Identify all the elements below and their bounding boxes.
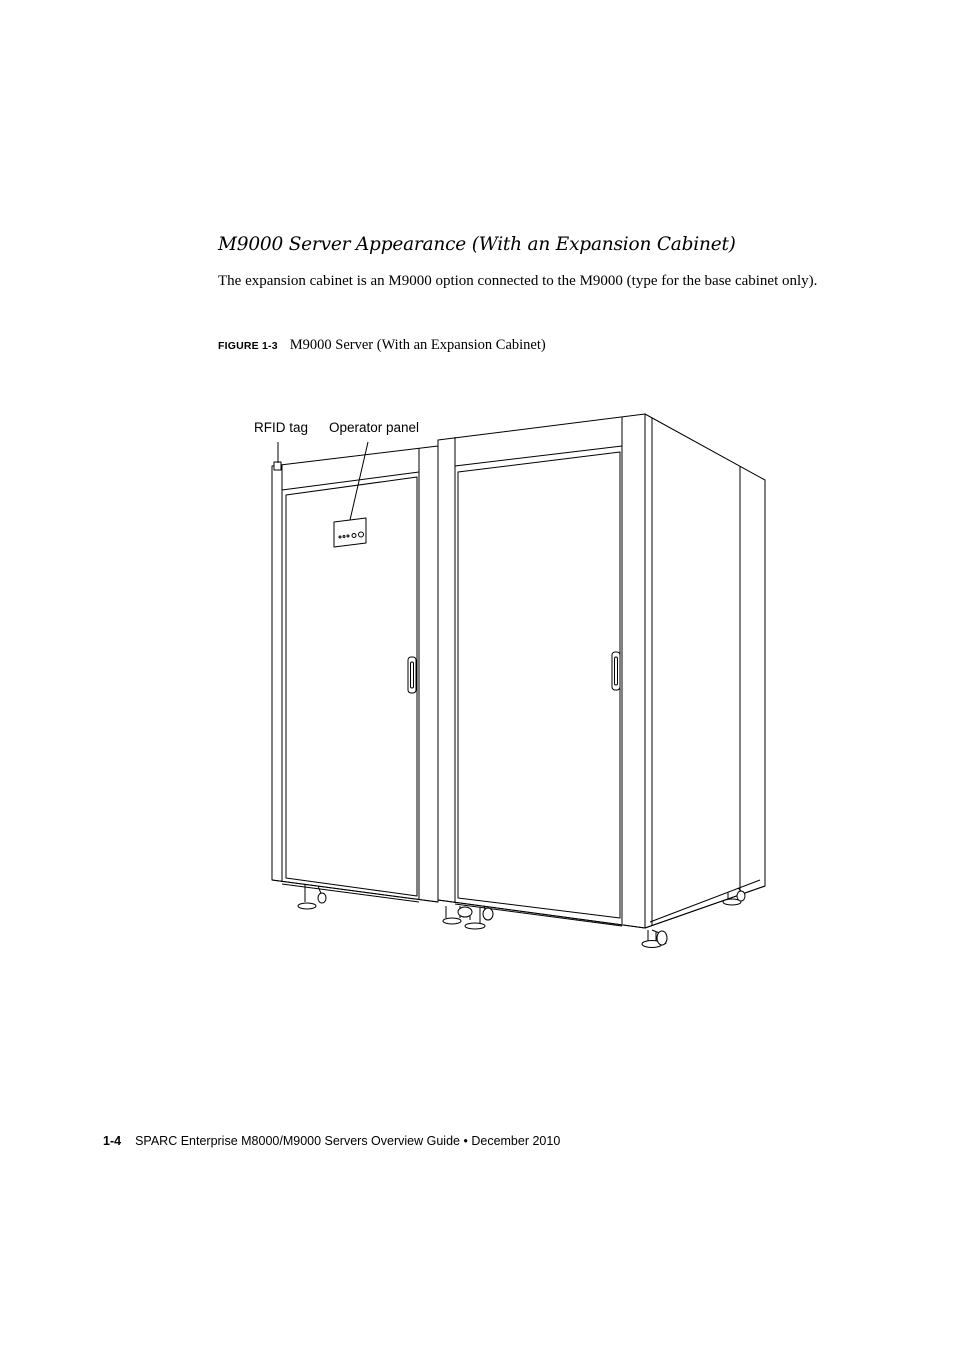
figure-caption-text: M9000 Server (With an Expansion Cabinet) xyxy=(289,337,546,353)
expansion-door-handle xyxy=(612,652,620,690)
figure-label: FIGURE 1-3 xyxy=(218,340,278,352)
callout-rfid-tag: RFID tag xyxy=(254,420,309,435)
figure-caption xyxy=(218,336,546,354)
footer-document-title: SPARC Enterprise M8000/M9000 Servers Overview Guide xyxy=(135,1134,460,1148)
cabinet-side-panel xyxy=(645,414,765,928)
base-door-handle xyxy=(408,657,416,693)
section-title: M9000 Server Appearance (With an Expansion Cabinet) xyxy=(218,234,736,255)
server-cabinet-illustration xyxy=(240,400,780,970)
base-cabinet xyxy=(272,446,461,924)
callout-operator-panel: Operator panel xyxy=(329,420,420,435)
page-footer xyxy=(103,1134,560,1148)
footer-date: December 2010 xyxy=(471,1134,561,1148)
footer-page-number: 1-4 xyxy=(103,1134,122,1148)
operator-panel xyxy=(334,518,366,547)
rfid-tag-marker xyxy=(274,462,281,470)
body-paragraph: The expansion cabinet is an M9000 option connected to the M9000 (type for the base cabinet only). xyxy=(218,273,818,289)
footer-separator: • xyxy=(463,1134,468,1148)
